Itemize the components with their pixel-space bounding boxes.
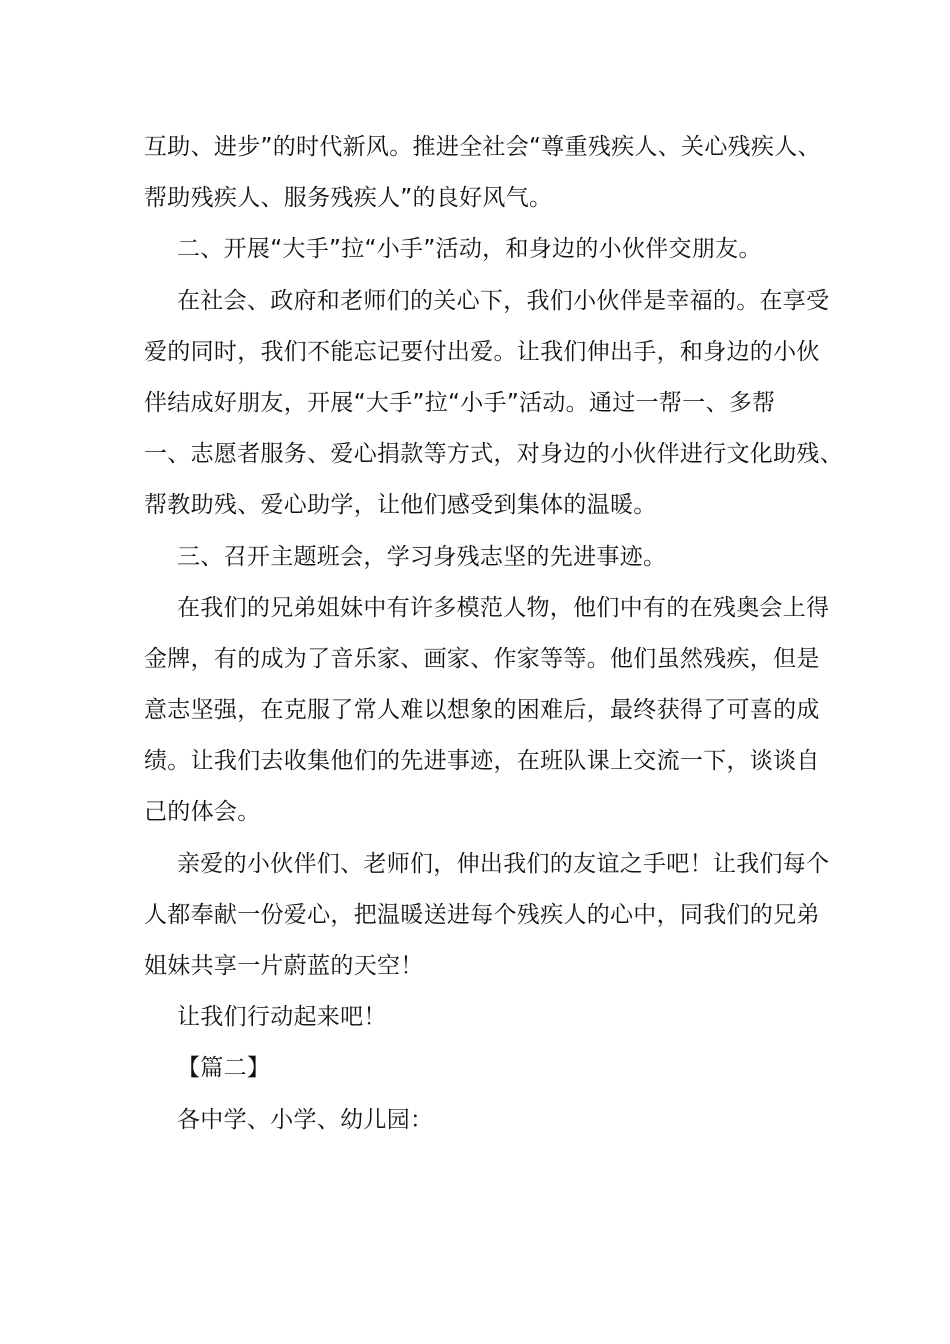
salutation: 各中学、小学、幼儿园： <box>177 1106 434 1133</box>
section-title: 【篇二】 <box>177 1055 271 1082</box>
text-line: 互助、进步”的时代新风。推进全社会“尊重残疾人、关心残疾人、 <box>144 134 821 160</box>
text-line: 亲爱的小伙伴们、老师们，伸出我们的友谊之手吧！让我们每个 <box>177 850 830 877</box>
text-line: 姐妹共享一片蔚蓝的天空！ <box>144 953 424 979</box>
section-heading: 三、召开主题班会，学习身残志坚的先进事迹。 <box>177 543 667 570</box>
text-line: 在我们的兄弟姐妹中有许多模范人物，他们中有的在残奥会上得 <box>177 594 830 621</box>
text-line: 金牌，有的成为了音乐家、画家、作家等等。他们虽然残疾，但是 <box>144 645 820 672</box>
text-line: 帮助残疾人、服务残疾人”的良好风气。 <box>144 185 553 212</box>
text-line: 在社会、政府和老师们的关心下，我们小伙伴是幸福的。在享受 <box>177 287 830 314</box>
text-line: 意志坚强，在克服了常人难以想象的困难后，最终获得了可喜的成 <box>144 697 820 724</box>
text-line: 帮教助残、爱心助学，让他们感受到集体的温暖。 <box>144 492 657 519</box>
document-page <box>144 122 843 1146</box>
text-line: 爱的同时，我们不能忘记要付出爱。让我们伸出手，和身边的小伙 <box>144 338 820 365</box>
text-line: 绩。让我们去收集他们的先进事迹，在班队课上交流一下，谈谈自 <box>144 748 820 775</box>
text-line: 人都奉献一份爱心，把温暖送进每个残疾人的心中，同我们的兄弟 <box>144 901 820 928</box>
section-heading: 二、开展“大手”拉“小手”活动，和身边的小伙伴交朋友。 <box>177 236 762 263</box>
text-line: 让我们行动起来吧！ <box>177 1004 387 1031</box>
text-line: 己的体会。 <box>144 799 261 826</box>
text-line: 伴结成好朋友，开展“大手”拉“小手”活动。通过一帮一、多帮 <box>144 389 776 416</box>
text-line: 一、志愿者服务、爱心捐款等方式，对身边的小伙伴进行文化助残、 <box>144 441 843 468</box>
